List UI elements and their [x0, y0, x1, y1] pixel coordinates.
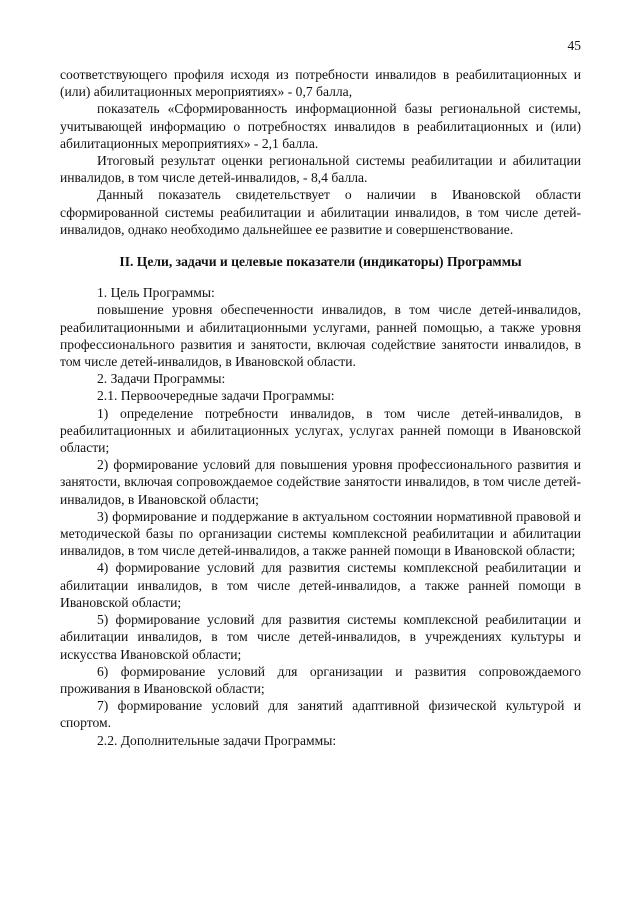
list-item: 5) формирование условий для развития системы комплексной реабилитации и абилитации инвалидов, в том числе детей-инвалидов, в учреждениях культуры и искусства Ивановской области;: [60, 612, 581, 662]
list-item: 2) формирование условий для повышения уровня профессионального развития и занятости, включая сопровождаемое содействие занятости инвалидов, в том числе детей-инвалидов, в Ивановской области;: [60, 457, 581, 507]
paragraph: 2.1. Первоочередные задачи Программы:: [97, 388, 335, 404]
paragraph: показатель «Сформированность информационной базы региональной системы, учитывающей информацию о потребностях инвалидов в реабилитационных и (или) абилитационных мероприятиях» - 2,1 балла.: [60, 101, 581, 151]
paragraph: Данный показатель свидетельствует о наличии в Ивановской области сформированной системы реабилитации и абилитации инвалидов, в том числе детей-инвалидов, однако необходимо дальнейшее ее развитие и совершенствование.: [60, 187, 581, 237]
list-item: 1) определение потребности инвалидов, в том числе детей-инвалидов, в реабилитационных и абилитационных услугах, услугах ранней помощи в Ивановской области;: [60, 405, 581, 456]
list-item: 6) формирование условий для организации и развития сопровождаемого проживания в Ивановской области;: [60, 663, 581, 696]
paragraph: соответствующего профиля исходя из потребности инвалидов в реабилитационных и (или) абилитационных мероприятиях» - 0,7 балла,: [60, 67, 581, 100]
list-item: 4) формирование условий для развития системы комплексной реабилитации и абилитации инвалидов, в том числе детей-инвалидов, а также ранней помощи в Ивановской области;: [60, 560, 581, 610]
document-body: [60, 66, 581, 749]
paragraph: повышение уровня обеспеченности инвалидов, в том числе детей-инвалидов, реабилитационными и абилитационными услугами, ранней помощью, а также уровня профессионального развития и занятости, включая содействие занятости инвалидов, в том числе детей-инвалидов, в Ивановской области.: [60, 302, 581, 370]
paragraph: Итоговый результат оценки региональной системы реабилитации и абилитации инвалидов, в том числе детей-инвалидов, - 8,4 балла.: [60, 153, 581, 186]
page-number: 45: [567, 38, 581, 53]
section-heading: II. Цели, задачи и целевые показатели (индикаторы) Программы: [119, 254, 522, 270]
list-item: 3) формирование и поддержание в актуальном состоянии нормативной правовой и методической базы по организации системы комплексной реабилитации и абилитации инвалидов, в том числе детей-инвалидов, а также ранней помощи в Ивановской области;: [60, 508, 581, 559]
paragraph: 2.2. Дополнительные задачи Программы:: [97, 732, 337, 748]
list-item: 7) формирование условий для занятий адаптивной физической культурой и спортом.: [60, 698, 581, 731]
paragraph: 2. Задачи Программы:: [97, 371, 226, 387]
paragraph: 1. Цель Программы:: [97, 285, 215, 301]
